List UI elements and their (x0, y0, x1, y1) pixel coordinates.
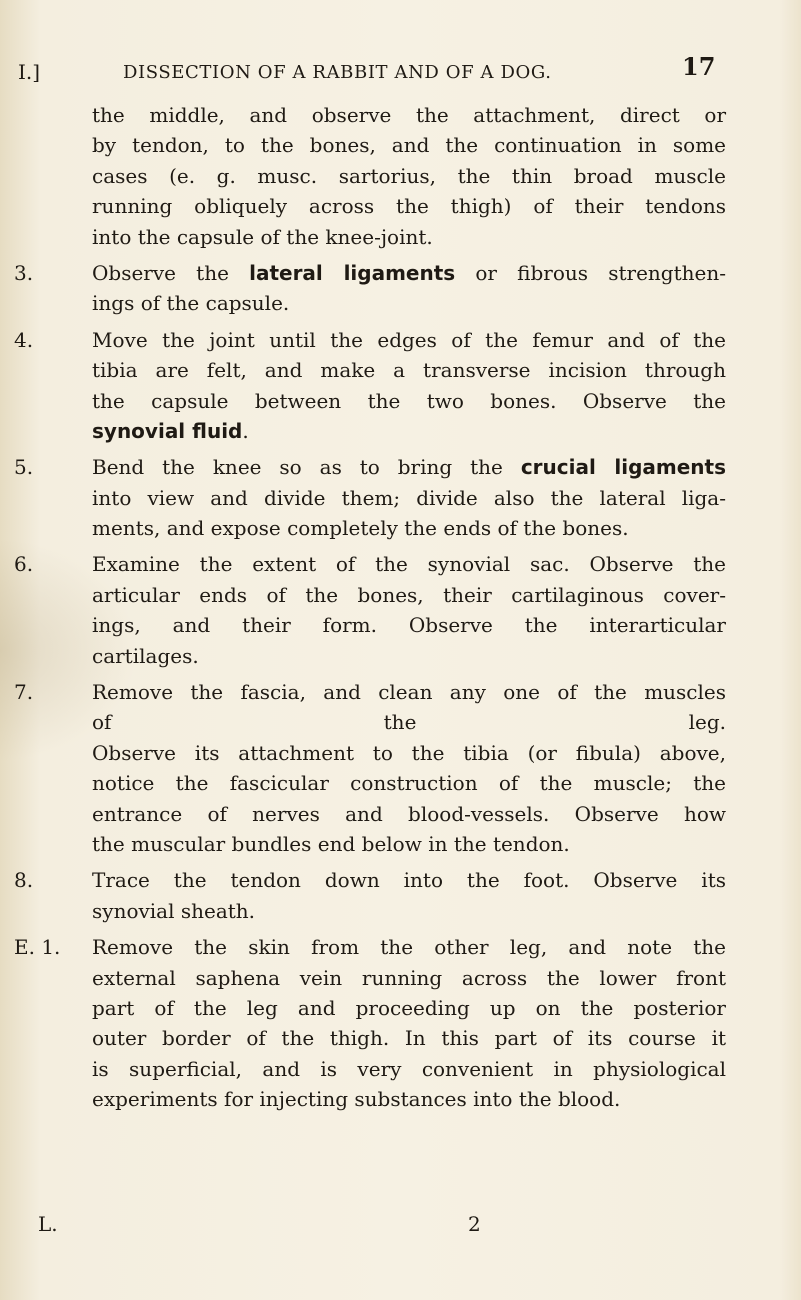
line-text: into the capsule of the knee-joint. (92, 224, 433, 249)
paragraph-number: 4. (14, 327, 34, 352)
sheet-number: 2 (468, 1212, 481, 1236)
bold-term: crucial ligaments (520, 455, 726, 480)
text-line (14, 161, 754, 191)
line-text: notice the fascicular construction of the muscle; the (92, 771, 726, 796)
line-text: of the leg. (92, 710, 726, 735)
line-text: Examine the extent of the synovial sac. Observe the (92, 552, 726, 577)
line-text: the middle, and observe the attachment, direct or (92, 103, 726, 127)
line-text: Trace the tendon down into the foot. Observe its (92, 868, 726, 893)
page-footer (38, 1212, 738, 1242)
running-title: DISSECTION OF A RABBIT AND OF A DOG. (123, 62, 552, 83)
line-text: Observe the lateral ligaments or fibrous strengthen- (92, 260, 726, 285)
paragraph-number: 8. (14, 868, 34, 893)
page-number: 17 (682, 52, 716, 81)
text-line (14, 386, 754, 416)
line-text: Move the joint until the edges of the femur and of the (92, 327, 726, 352)
paragraph (14, 865, 754, 926)
line-text: the muscular bundles end below in the tendon. (92, 831, 570, 856)
text-line (14, 677, 754, 707)
paragraph (14, 677, 754, 859)
signature-mark: L. (38, 1212, 58, 1236)
text-line (14, 610, 754, 640)
text-line (14, 549, 754, 579)
text-line (14, 829, 754, 859)
bold-term: synovial fluid (92, 418, 243, 443)
section-marker: I.] (18, 60, 41, 84)
line-text: Remove the fascia, and clean any one of the muscles (92, 680, 726, 705)
line-text: ings of the capsule. (92, 291, 290, 316)
paragraph-number: 6. (14, 552, 34, 577)
line-text: the capsule between the two bones. Observe the (92, 388, 726, 413)
text-line (14, 963, 754, 993)
text-line (14, 1054, 754, 1084)
text-line (14, 641, 754, 671)
paragraph-number: 7. (14, 680, 34, 705)
text-line (14, 288, 754, 318)
text-line (14, 355, 754, 385)
text-line (14, 258, 754, 288)
text-line (14, 1084, 754, 1114)
paragraph (14, 932, 754, 1114)
line-text: Bend the knee so as to bring the crucial ligaments (92, 455, 726, 480)
line-text: ings, and their form. Observe the interarticular (92, 613, 726, 638)
text-line (14, 799, 754, 829)
text-line (14, 738, 754, 768)
text-line (14, 865, 754, 895)
line-text: into view and divide them; divide also the lateral liga- (92, 485, 726, 510)
text-line (14, 130, 754, 160)
running-header (18, 52, 718, 92)
text-line (14, 1023, 754, 1053)
text-line (14, 483, 754, 513)
text-line (14, 707, 754, 737)
paragraph (14, 549, 754, 671)
line-text: is superficial, and is very convenient in physiological (92, 1056, 726, 1081)
line-text: entrance of nerves and blood-vessels. Observe how (92, 801, 726, 826)
text-line (14, 513, 754, 543)
line-text: by tendon, to the bones, and the continuation in some (92, 133, 726, 158)
text-line (14, 325, 754, 355)
line-text: synovial fluid. (92, 418, 249, 443)
paragraph-number: E. 1. (14, 935, 61, 960)
text-line (14, 222, 754, 252)
paragraph-number: 3. (14, 260, 34, 285)
line-text: experiments for injecting substances into the blood. (92, 1087, 621, 1112)
text-line (14, 191, 754, 221)
text-line (14, 580, 754, 610)
paragraph (14, 325, 754, 447)
line-text: Observe its attachment to the tibia (or fibula) above, (92, 740, 726, 765)
paragraph (14, 452, 754, 543)
line-text: outer border of the thigh. In this part of its course it (92, 1026, 726, 1051)
line-text: running obliquely across the thigh) of their tendons (92, 194, 726, 219)
text-line (14, 452, 754, 482)
text-line (14, 768, 754, 798)
line-text: tibia are felt, and make a transverse incision through (92, 358, 726, 383)
line-text: external saphena vein running across the lower front (92, 965, 726, 990)
paragraph (14, 258, 754, 319)
line-text: cases (e. g. musc. sartorius, the thin broad muscle (92, 163, 726, 188)
paragraph (14, 100, 754, 252)
text-line (14, 416, 754, 446)
line-text: Remove the skin from the other leg, and note the (92, 935, 726, 960)
text-line (14, 932, 754, 962)
text-line (14, 100, 754, 130)
text-line (14, 993, 754, 1023)
bold-term: lateral ligaments (249, 260, 456, 285)
line-text: ments, and expose completely the ends of the bones. (92, 516, 629, 541)
line-text: part of the leg and proceeding up on the posterior (92, 995, 726, 1020)
text-line (14, 896, 754, 926)
line-text: cartilages. (92, 643, 199, 668)
body-text (14, 100, 754, 1115)
line-text: articular ends of the bones, their cartilaginous cover- (92, 582, 726, 607)
line-text: synovial sheath. (92, 898, 256, 923)
paragraph-number: 5. (14, 455, 34, 480)
